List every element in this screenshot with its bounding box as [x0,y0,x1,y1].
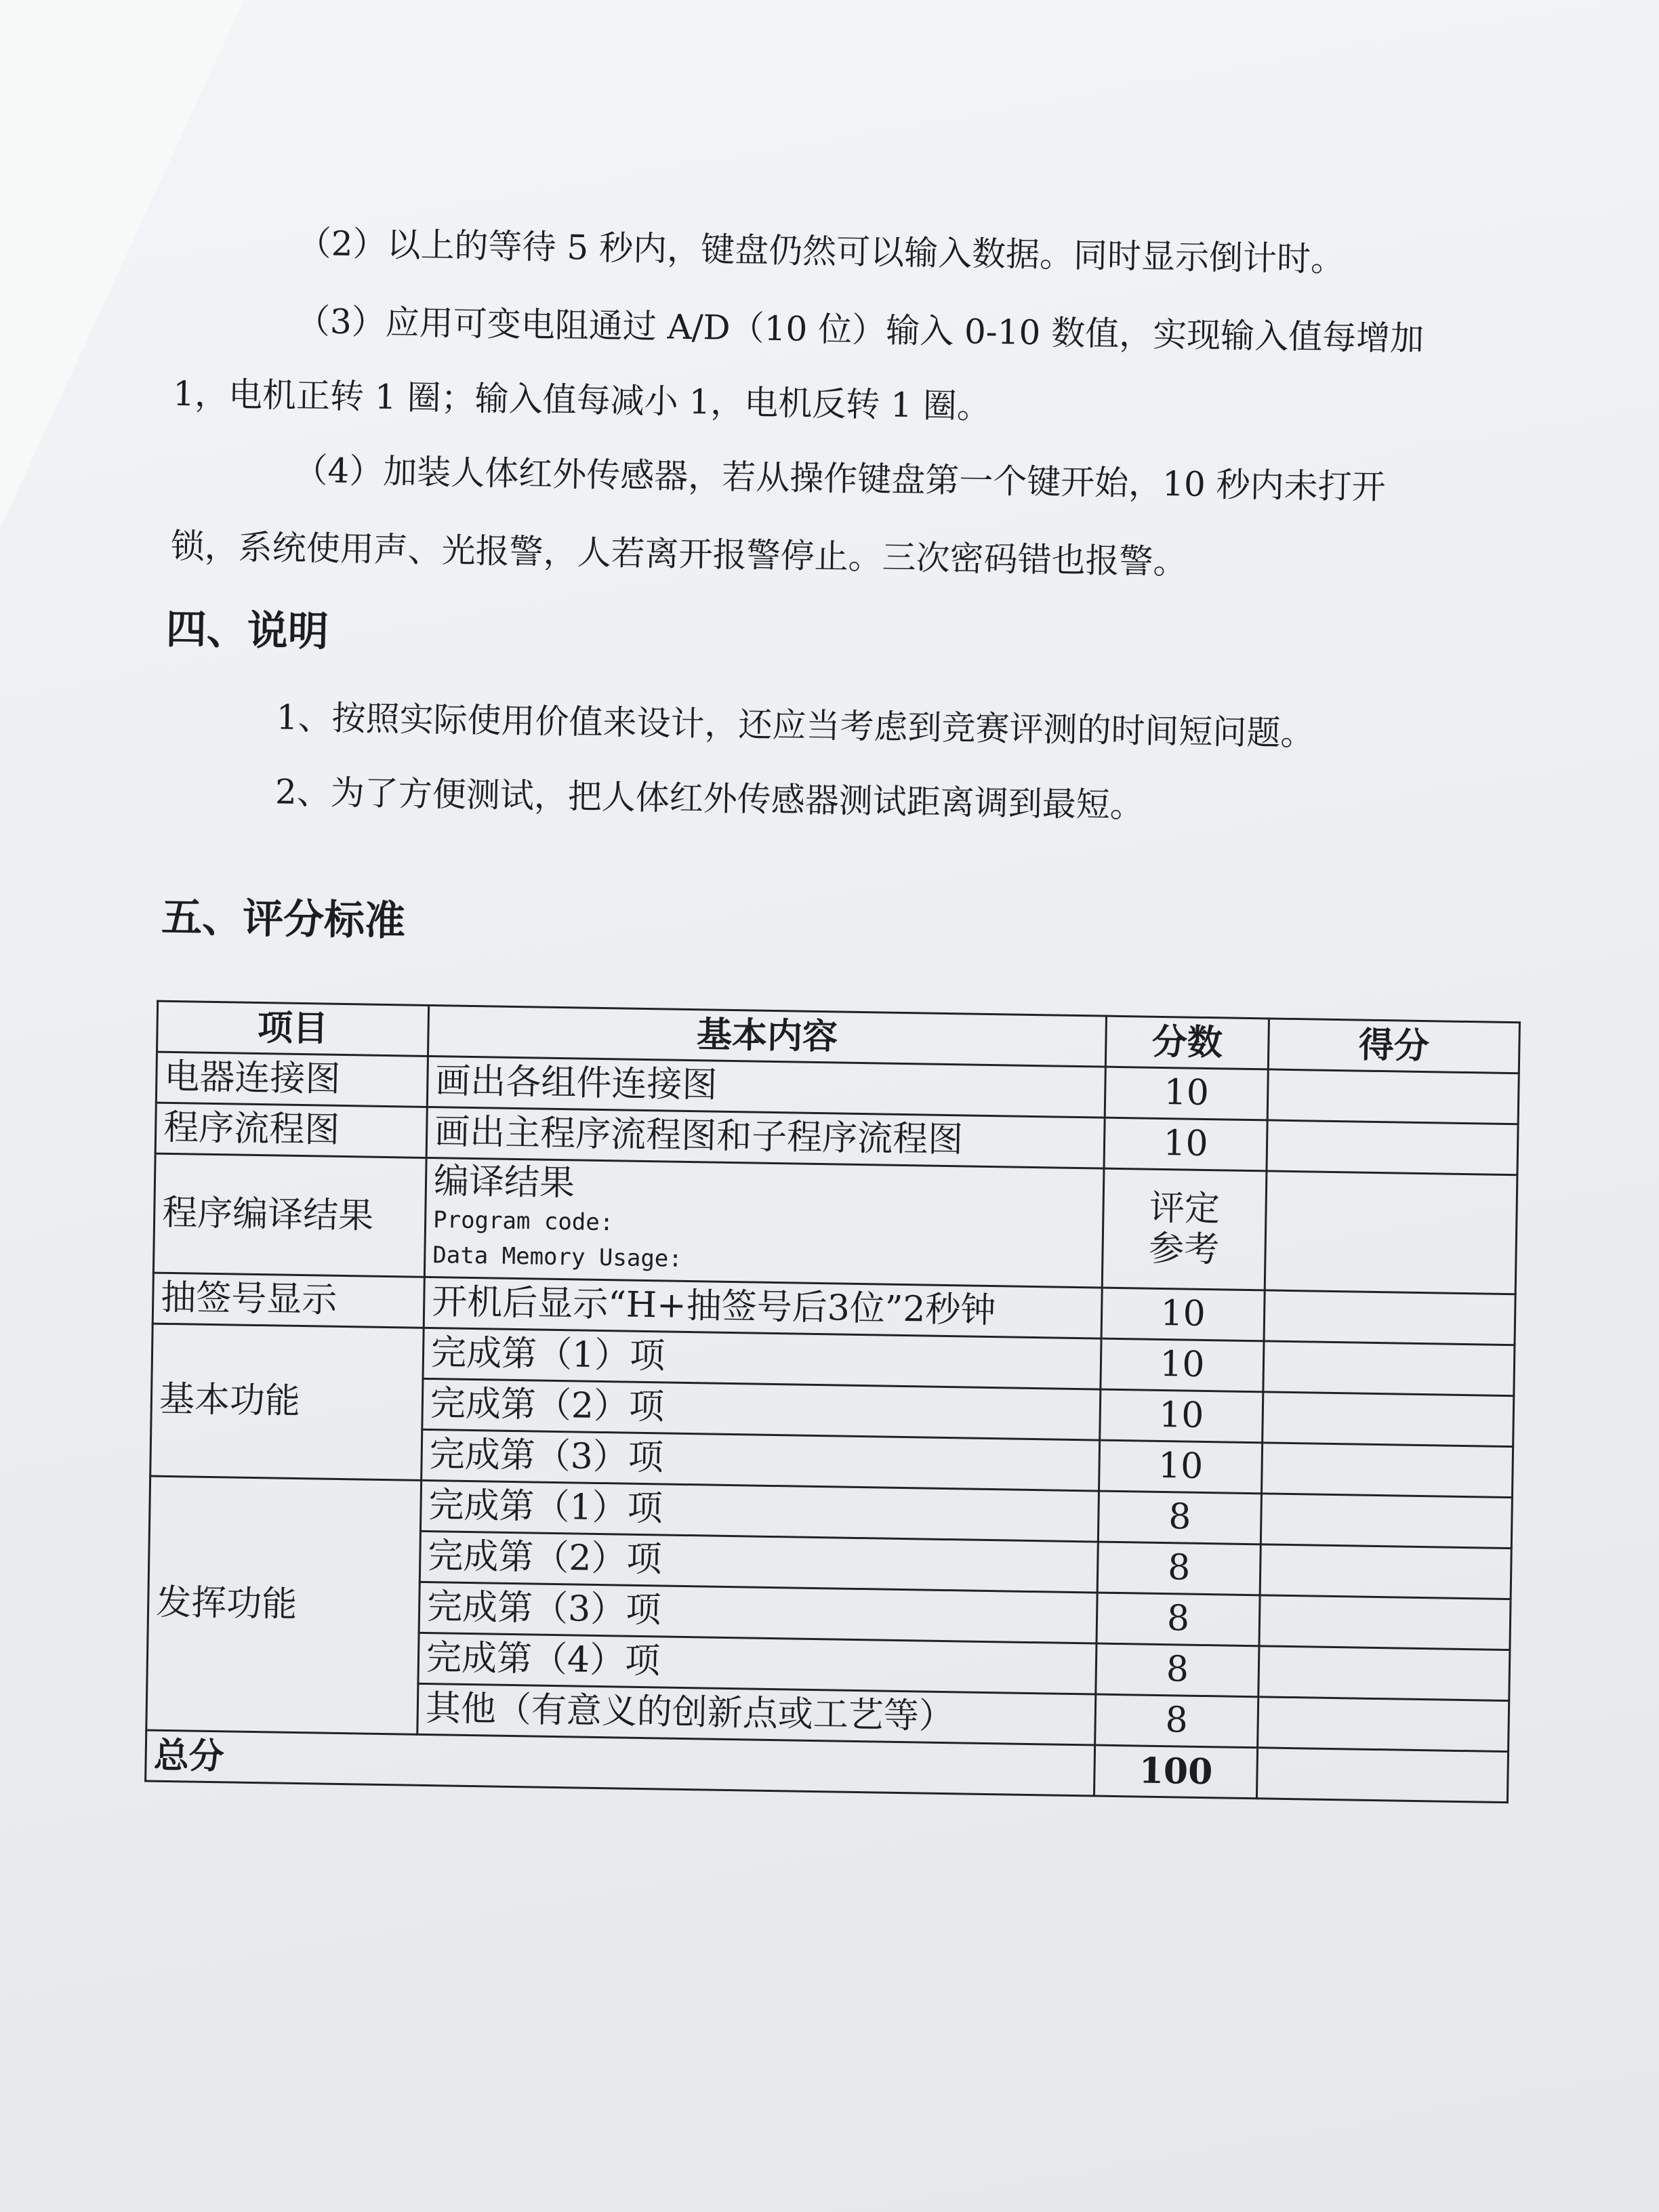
row-score: 10 [1104,1118,1267,1171]
row-content: 完成第（1）项 [423,1328,1101,1390]
row-earned-cell [1265,1171,1517,1294]
row-score: 8 [1097,1542,1261,1595]
header-earned: 得分 [1268,1019,1519,1073]
row-content: 完成第（3）项 [422,1430,1100,1492]
row-score: 10 [1105,1067,1268,1120]
row-score: 8 [1097,1593,1260,1646]
row-content: 其他（有意义的创新点或工艺等） [417,1683,1096,1745]
row-score: 8 [1095,1694,1258,1748]
row-score: 10 [1101,1338,1264,1392]
score-evaluate-line2: 参考 [1148,1228,1220,1270]
compile-data-memory: Data Memory Usage: [432,1242,683,1273]
row-score: 8 [1098,1491,1261,1544]
group-basic-label: 基本功能 [150,1324,424,1480]
total-label: 总分 [146,1730,1095,1796]
row-item: 电器连接图 [156,1052,428,1107]
row-earned-cell [1261,1443,1513,1498]
section-heading-scoring: 五、评分标准 [161,893,406,945]
table-row [153,1153,1517,1294]
paragraph-item-4: （4）加装人体红外传感器，若从操作键盘第一个键开始，10 秒内未打开 [293,450,1387,508]
row-earned-cell [1258,1697,1509,1752]
row-item: 抽签号显示 [152,1273,424,1328]
scoring-table [144,1000,1521,1804]
row-earned-cell [1263,1341,1515,1396]
header-content: 基本内容 [428,1005,1106,1067]
row-earned-cell [1263,1392,1514,1447]
header-score: 分数 [1105,1016,1269,1069]
row-score-evaluate [1102,1168,1267,1290]
row-item: 程序流程图 [155,1103,427,1158]
row-content: 画出主程序流程图和子程序流程图 [426,1107,1105,1168]
row-content: 完成第（1）项 [420,1481,1099,1542]
row-score: 10 [1099,1440,1263,1494]
row-content: 完成第（3）项 [419,1582,1097,1644]
row-earned-cell [1264,1290,1515,1345]
score-evaluate-line1: 评定 [1149,1187,1221,1230]
section-heading-notes: 四、说明 [165,605,329,656]
header-item: 项目 [157,1001,429,1056]
paragraph-item-3: （3）应用可变电阻通过 A/D（10 位）输入 0-10 数值，实现输入值每增加 [295,301,1425,359]
paragraph-item-2: （2）以上的等待 5 秒内，键盘仍然可以输入数据。同时显示倒计时。 [297,223,1345,280]
row-earned-cell [1261,1494,1512,1549]
paragraph-item-4-cont: 锁，系统使用声、光报警，人若离开报警停止。三次密码错也报警。 [170,526,1188,582]
row-content: 画出各组件连接图 [427,1056,1105,1118]
row-earned-cell [1267,1069,1519,1124]
row-earned-cell [1258,1646,1510,1701]
note-item-1: 1、按照实际使用价值来设计，还应当考虑到竞赛评测的时间短问题。 [276,697,1315,754]
row-score: 8 [1096,1643,1259,1697]
compile-program-code: Program code: [432,1206,614,1237]
total-earned-cell [1256,1748,1508,1803]
row-earned-cell [1267,1120,1518,1175]
row-score: 10 [1101,1288,1265,1341]
row-earned-cell [1260,1544,1511,1599]
row-earned-cell [1259,1595,1511,1650]
total-score: 100 [1094,1745,1257,1799]
row-content: 完成第（2）项 [419,1532,1098,1593]
row-score: 10 [1100,1389,1263,1443]
group-advanced-label: 发挥功能 [146,1476,422,1734]
row-content: 完成第（2）项 [422,1379,1101,1441]
paragraph-item-3-cont: 1，电机正转 1 圈；输入值每减小 1，电机反转 1 圈。 [172,373,991,426]
document-page [105,190,1559,2150]
row-content: 完成第（4）项 [418,1633,1097,1695]
row-content-compile [424,1158,1104,1288]
row-item: 程序编译结果 [153,1153,426,1277]
compile-title: 编译结果 [433,1161,575,1204]
note-item-2: 2、为了方便测试，把人体红外传感器测试距离调到最短。 [274,772,1145,825]
row-content: 开机后显示“H+抽签号后3位”2秒钟 [424,1277,1102,1339]
